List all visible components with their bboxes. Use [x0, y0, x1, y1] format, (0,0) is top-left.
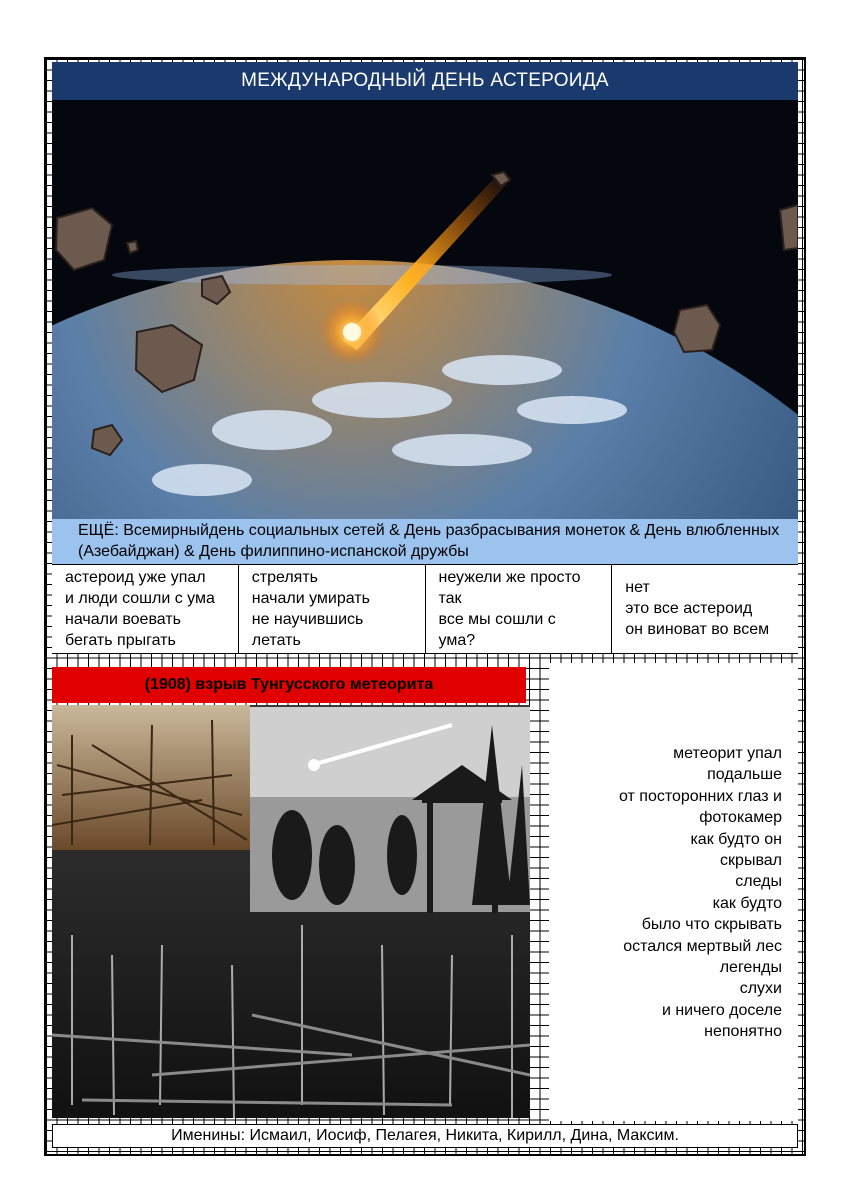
side-poem — [549, 663, 798, 1121]
poem-row — [52, 564, 798, 654]
event-title: (1908) взрыв Тунгусского метеорита — [52, 667, 526, 703]
also-text: Всемирныйдень социальных сетей & День разбрасывания монеток & День влюбленных (Азебайджан) & День филиппино-испанской дружбы — [78, 522, 780, 560]
poem-column-4: нет это все астероид он виноват во всем — [625, 579, 770, 638]
poem-column-3: неужели же просто так все мы сошли с ума? — [426, 565, 613, 653]
tunguska-photos — [52, 705, 530, 1118]
poem-column-1: астероид уже упал и люди сошли с ума начали воевать бегать прыгать — [52, 565, 239, 653]
name-days-footer: Именины: Исмаил, Иосиф, Пелагея, Никита, Кирилл, Дина, Максим. — [52, 1124, 798, 1148]
also-colon: : — [114, 522, 119, 539]
poem-column-2: стрелять начали умирать не научившись летать — [239, 565, 426, 653]
side-poem-text: метеорит упал подальше от посторонних глаз и фотокамер как будто он скрывал следы как будто было что скрывать остался мертвый лес легенды слухи и ничего доселе непонятно — [618, 745, 782, 1041]
page-title: МЕЖДУНАРОДНЫЙ ДЕНЬ АСТЕРОИДА — [52, 62, 798, 100]
also-label: ЕЩЁ — [78, 522, 115, 539]
also-celebrated-bar — [52, 519, 798, 564]
asteroid-hero-image — [52, 100, 798, 520]
